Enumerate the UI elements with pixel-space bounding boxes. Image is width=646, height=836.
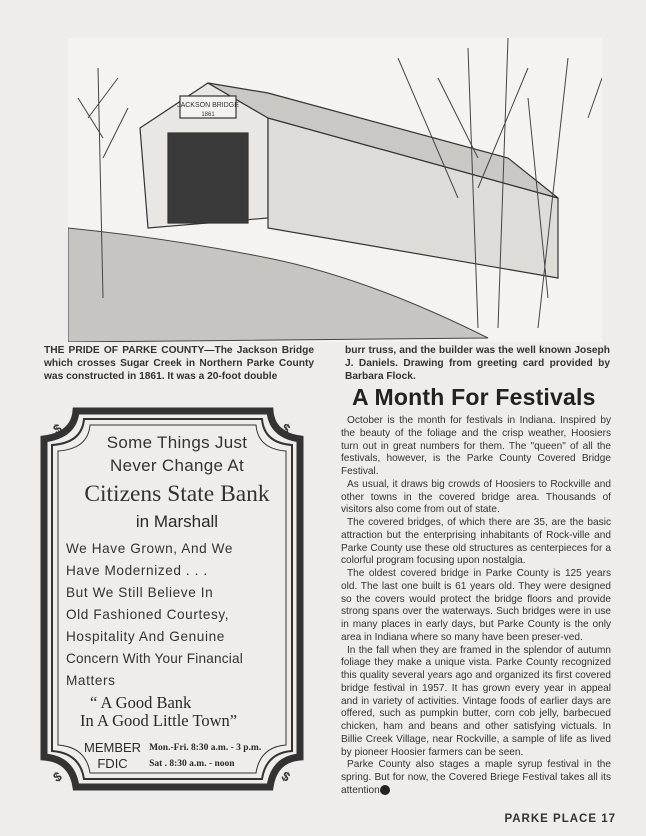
ad-body-line: But We Still Believe In xyxy=(66,585,214,600)
bank-name: Citizens State Bank xyxy=(84,481,270,507)
ad-body-line: Concern With Your Financial xyxy=(66,651,243,666)
fdic-label: FDIC xyxy=(97,756,128,771)
ad-body-line: We Have Grown, And We xyxy=(66,541,233,556)
ad-body-line: Old Fashioned Courtesy, xyxy=(66,607,230,622)
article-paragraph: The oldest covered bridge in Parke County is 125 years old. The last one built is 61 years old. They were designed so the covers would protect the bridge floors and provide strong spans over the waterways. Such bridges were in use in many places in early days, but Parke County is the only area in Indiana where so many have been preser-ved. xyxy=(341,568,611,643)
article-paragraph: The covered bridges, of which there are 35, are the basic attraction but the enterprising inhabitants of Rock-ville and Parke County use these old structures as centerpieces for a colorful program focusing upon nostalgia. xyxy=(341,517,611,567)
ad-body-line: Matters xyxy=(66,673,116,688)
bank-advertisement xyxy=(38,405,308,793)
article-paragraph-text: Parke County also stages a maple syrup festival in the spring. But for now, the Covered Briege Festival takes all its attention xyxy=(341,759,611,796)
slogan-line: “ A Good Bank xyxy=(90,693,192,712)
weekday-hours: Mon.-Fri. 8:30 a.m. - 3 p.m. xyxy=(149,743,262,753)
dollar-sign-icon: $ xyxy=(279,768,293,785)
caption-lead: THE PRIDE OF PARKE COUNTY xyxy=(44,345,205,356)
bridge-sign: JACKSON BRIDGE xyxy=(177,102,239,109)
end-mark-icon xyxy=(380,785,390,795)
dollar-sign-icon: $ xyxy=(50,768,65,786)
page-footer: PARKE PLACE 17 xyxy=(504,813,616,825)
article-paragraph-last xyxy=(341,759,611,797)
ad-tagline-2: Never Change At xyxy=(110,456,244,475)
dollar-sign-icon: $ xyxy=(279,420,293,437)
ad-tagline-1: Some Things Just xyxy=(106,433,248,452)
article-paragraph: October is the month for festivals in Indiana. Inspired by the beauty of the foliage and the crisp weather, Hoosiers turn out in great numbers for them. The "queen" of all the festivals, however, is the Parke County Covered Bridge Festival. xyxy=(341,415,611,477)
ad-body-line: Have Modernized . . . xyxy=(66,563,208,578)
slogan-line: In A Good Little Town” xyxy=(80,711,238,730)
dollar-sign-icon: $ xyxy=(50,420,65,438)
bridge-sign-date: 1861 xyxy=(201,112,215,118)
ad-body-line: Hospitality And Genuine xyxy=(66,629,225,644)
article-body xyxy=(341,415,611,798)
member-label: MEMBER xyxy=(84,740,142,755)
illustration-caption-left xyxy=(44,344,314,383)
illustration-caption-right: burr truss, and the builder was the well known Joseph J. Daniels. Drawing from greeting card provided by Barbara Flock. xyxy=(345,345,610,382)
article-paragraph: In the fall when they are framed in the splendor of autumn foliage they make a unique vista. Parke County recognized this quality several years ago and organized its first covered bridge festival in 1957. It has grown every year in appeal and in variety of activities. Vintage foods of earlier days are offered, such as pumpkin butter, corn cob jelly, barbecued chicken, ham and beans and other satisfying victuals. In Billie Creek Village, near Rockville, a sample of life as lived by pioneer Hoosier farmers can be seen. xyxy=(341,644,611,758)
saturday-hours: Sat . 8:30 a.m. - noon xyxy=(149,759,235,769)
ad-body xyxy=(66,538,288,692)
bank-town: in Marshall xyxy=(135,512,219,531)
article-headline: A Month For Festivals xyxy=(352,384,596,410)
article-paragraph: As usual, it draws big crowds of Hoosiers to Rockville and other towns in the covered bridge area. Thousands of visitors also come from out of state. xyxy=(341,478,611,516)
ad-slogan xyxy=(66,694,288,730)
caption-text: —The Jackson Bridge which crosses Sugar Creek in Northern Parke County was constructed in 1861. It was a 20-foot double xyxy=(44,345,314,382)
ad-member-info xyxy=(66,740,288,772)
covered-bridge-illustration xyxy=(68,38,602,342)
